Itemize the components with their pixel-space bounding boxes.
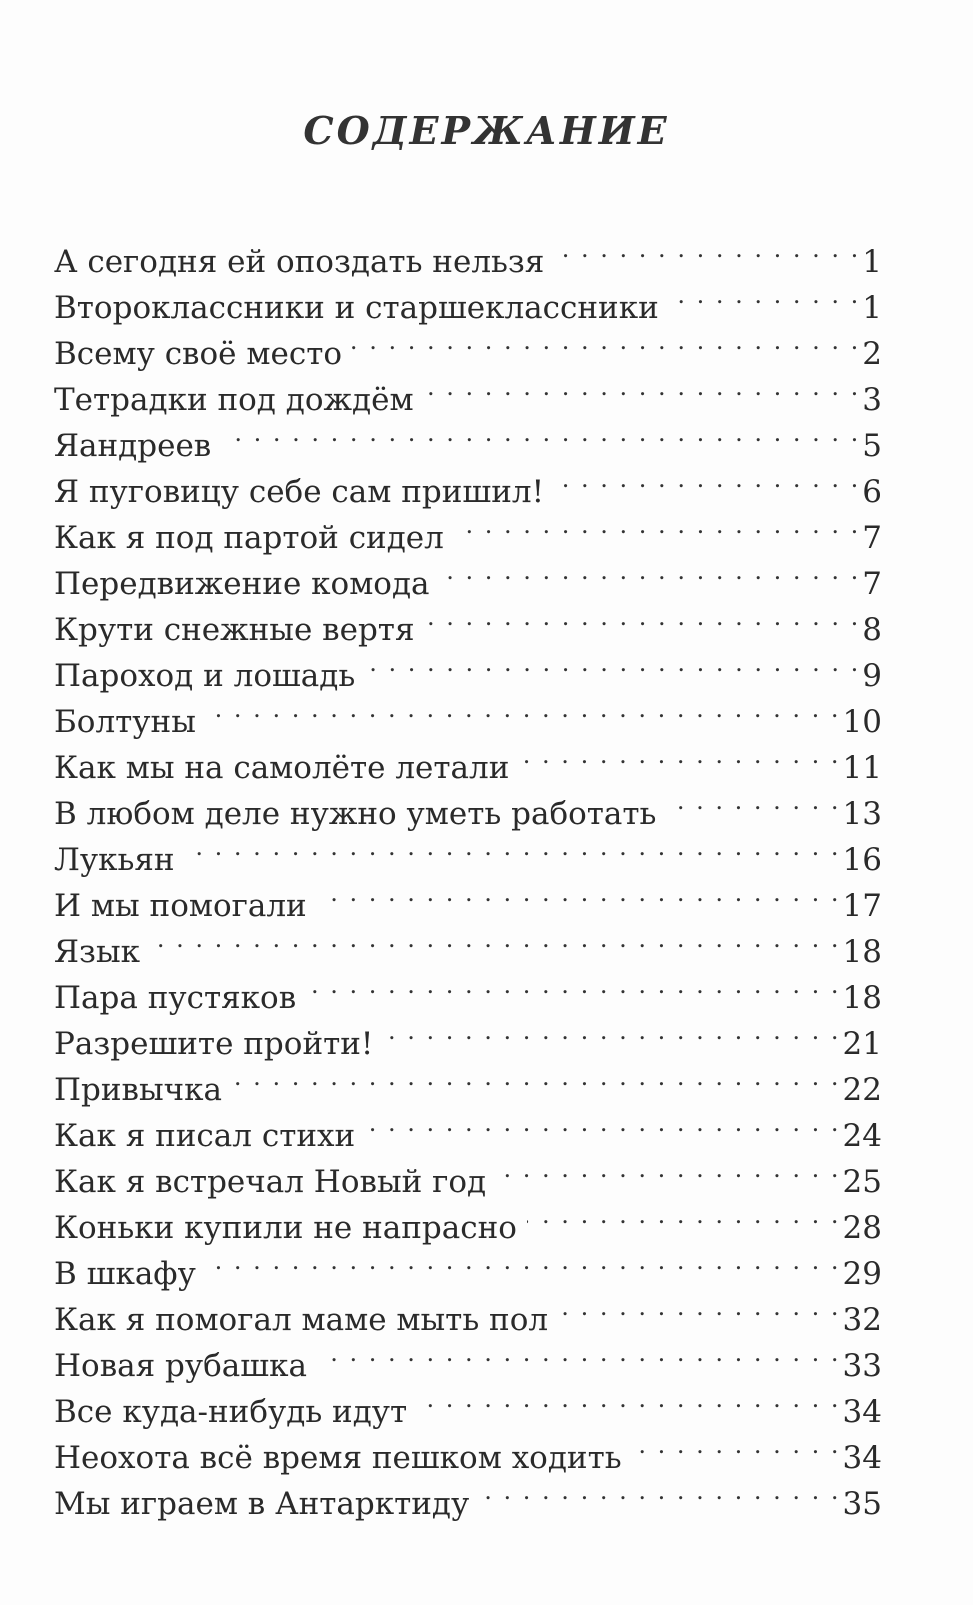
toc-entry-title: Передвижение комода [54,566,430,602]
toc-dot-leader [221,410,860,456]
toc-dot-leader [669,272,861,318]
toc-dot-leader [317,870,841,916]
toc-dot-leader [383,1008,840,1054]
toc-entry [54,962,882,1016]
toc-entry-page: 22 [842,1072,882,1108]
toc-entry-page: 35 [842,1486,882,1522]
toc-entry-title: Крути снежные вертя [54,612,415,648]
toc-entry-page: 33 [842,1348,882,1384]
toc-entry-page: 5 [862,428,882,464]
toc-entry-page: 13 [842,796,882,832]
toc-entry-title: В любом деле нужно уметь работать [54,796,657,832]
toc-dot-leader [496,1146,840,1192]
toc-dot-leader [306,962,840,1008]
toc-entry-page: 3 [862,382,882,418]
toc-entry-page: 29 [842,1256,882,1292]
toc-entry-title: Как я писал стихи [54,1118,356,1154]
toc-entry-page: 18 [842,980,882,1016]
toc-entry-page: 7 [862,520,882,556]
toc-dot-leader [479,1468,840,1514]
page-title: СОДЕРЖАНИЕ [303,108,670,153]
toc-entry-page: 7 [862,566,882,602]
toc-entry-page: 32 [842,1302,882,1338]
toc-entry-page: 25 [842,1164,882,1200]
toc-entry-title: Новая рубашка [54,1348,307,1384]
toc-entry-page: 16 [842,842,882,878]
toc-entry-title: Болтуны [54,704,196,740]
toc-entry-page: 6 [862,474,882,510]
toc-dot-leader [317,1330,841,1376]
toc-entry-title: Неохота всё время пешком ходить [54,1440,622,1476]
toc-entry-title: В шкафу [54,1256,196,1292]
toc-entry-page: 34 [842,1440,882,1476]
toc-dot-leader [352,318,860,364]
toc-dot-leader [206,1238,841,1284]
toc-entry-page: 34 [842,1394,882,1430]
toc-entry [54,226,882,280]
toc-dot-leader [232,1054,841,1100]
toc-entry-page: 28 [842,1210,882,1246]
toc-entry-title: Мы играем в Антарктиду [54,1486,470,1522]
toc-dot-leader [365,640,860,686]
toc-dot-leader [417,1376,840,1422]
toc-entry-page: 18 [842,934,882,970]
toc-entry-page: 1 [862,290,882,326]
toc-dot-leader [666,778,840,824]
toc-entry-title: Я пуговицу себе сам пришил! [54,474,545,510]
toc-dot-leader [454,502,860,548]
toc-entry-title: Тетрадки под дождём [54,382,414,418]
toc-entry-page: 21 [842,1026,882,1062]
toc-entry-title: Привычка [54,1072,223,1108]
toc-entry-page: 17 [842,888,882,924]
toc-dot-leader [206,686,841,732]
toc-dot-leader [424,364,861,410]
toc-dot-leader [632,1422,841,1468]
toc-entry-title: Лукьян [54,842,175,878]
toc-entry-title: Второклассники и старшеклассники [54,290,659,326]
toc-entry-title: А сегодня ей опоздать нельзя [54,244,545,280]
toc-entry-title: Как я под партой сидел [54,520,444,556]
toc-entry-title: Пара пустяков [54,980,297,1016]
toc-dot-leader [425,594,861,640]
table-of-contents [54,226,882,1522]
toc-entry-page: 24 [842,1118,882,1154]
toc-dot-leader [527,1192,841,1238]
toc-entry-title: Яандреев [54,428,212,464]
toc-entry-title: Разрешите пройти! [54,1026,374,1062]
toc-entry-page: 8 [862,612,882,648]
toc-entry-page: 9 [862,658,882,694]
toc-dot-leader [558,1284,840,1330]
toc-dot-leader [150,916,841,962]
toc-dot-leader [185,824,841,870]
toc-entry-title: И мы помогали [54,888,307,924]
toc-entry-page: 2 [862,336,882,372]
toc-dot-leader [440,548,861,594]
toc-entry-page: 11 [842,750,882,786]
toc-entry-title: Язык [54,934,140,970]
toc-dot-leader [365,1100,840,1146]
toc-dot-leader [554,226,860,272]
toc-entry-title: Как я встречал Новый год [54,1164,487,1200]
toc-dot-leader [519,732,840,778]
toc-entry-title: Как я помогал маме мыть пол [54,1302,549,1338]
toc-entry-title: Коньки купили не напрасно [54,1210,517,1246]
toc-dot-leader [554,456,860,502]
toc-entry-title: Все куда-нибудь идут [54,1394,408,1430]
toc-entry [54,916,882,970]
toc-entry-title: Пароход и лошадь [54,658,356,694]
toc-entry-title: Как мы на самолёте летали [54,750,510,786]
toc-entry-page: 10 [842,704,882,740]
toc-entry-title: Всему своё место [54,336,343,372]
toc-entry-page: 1 [862,244,882,280]
